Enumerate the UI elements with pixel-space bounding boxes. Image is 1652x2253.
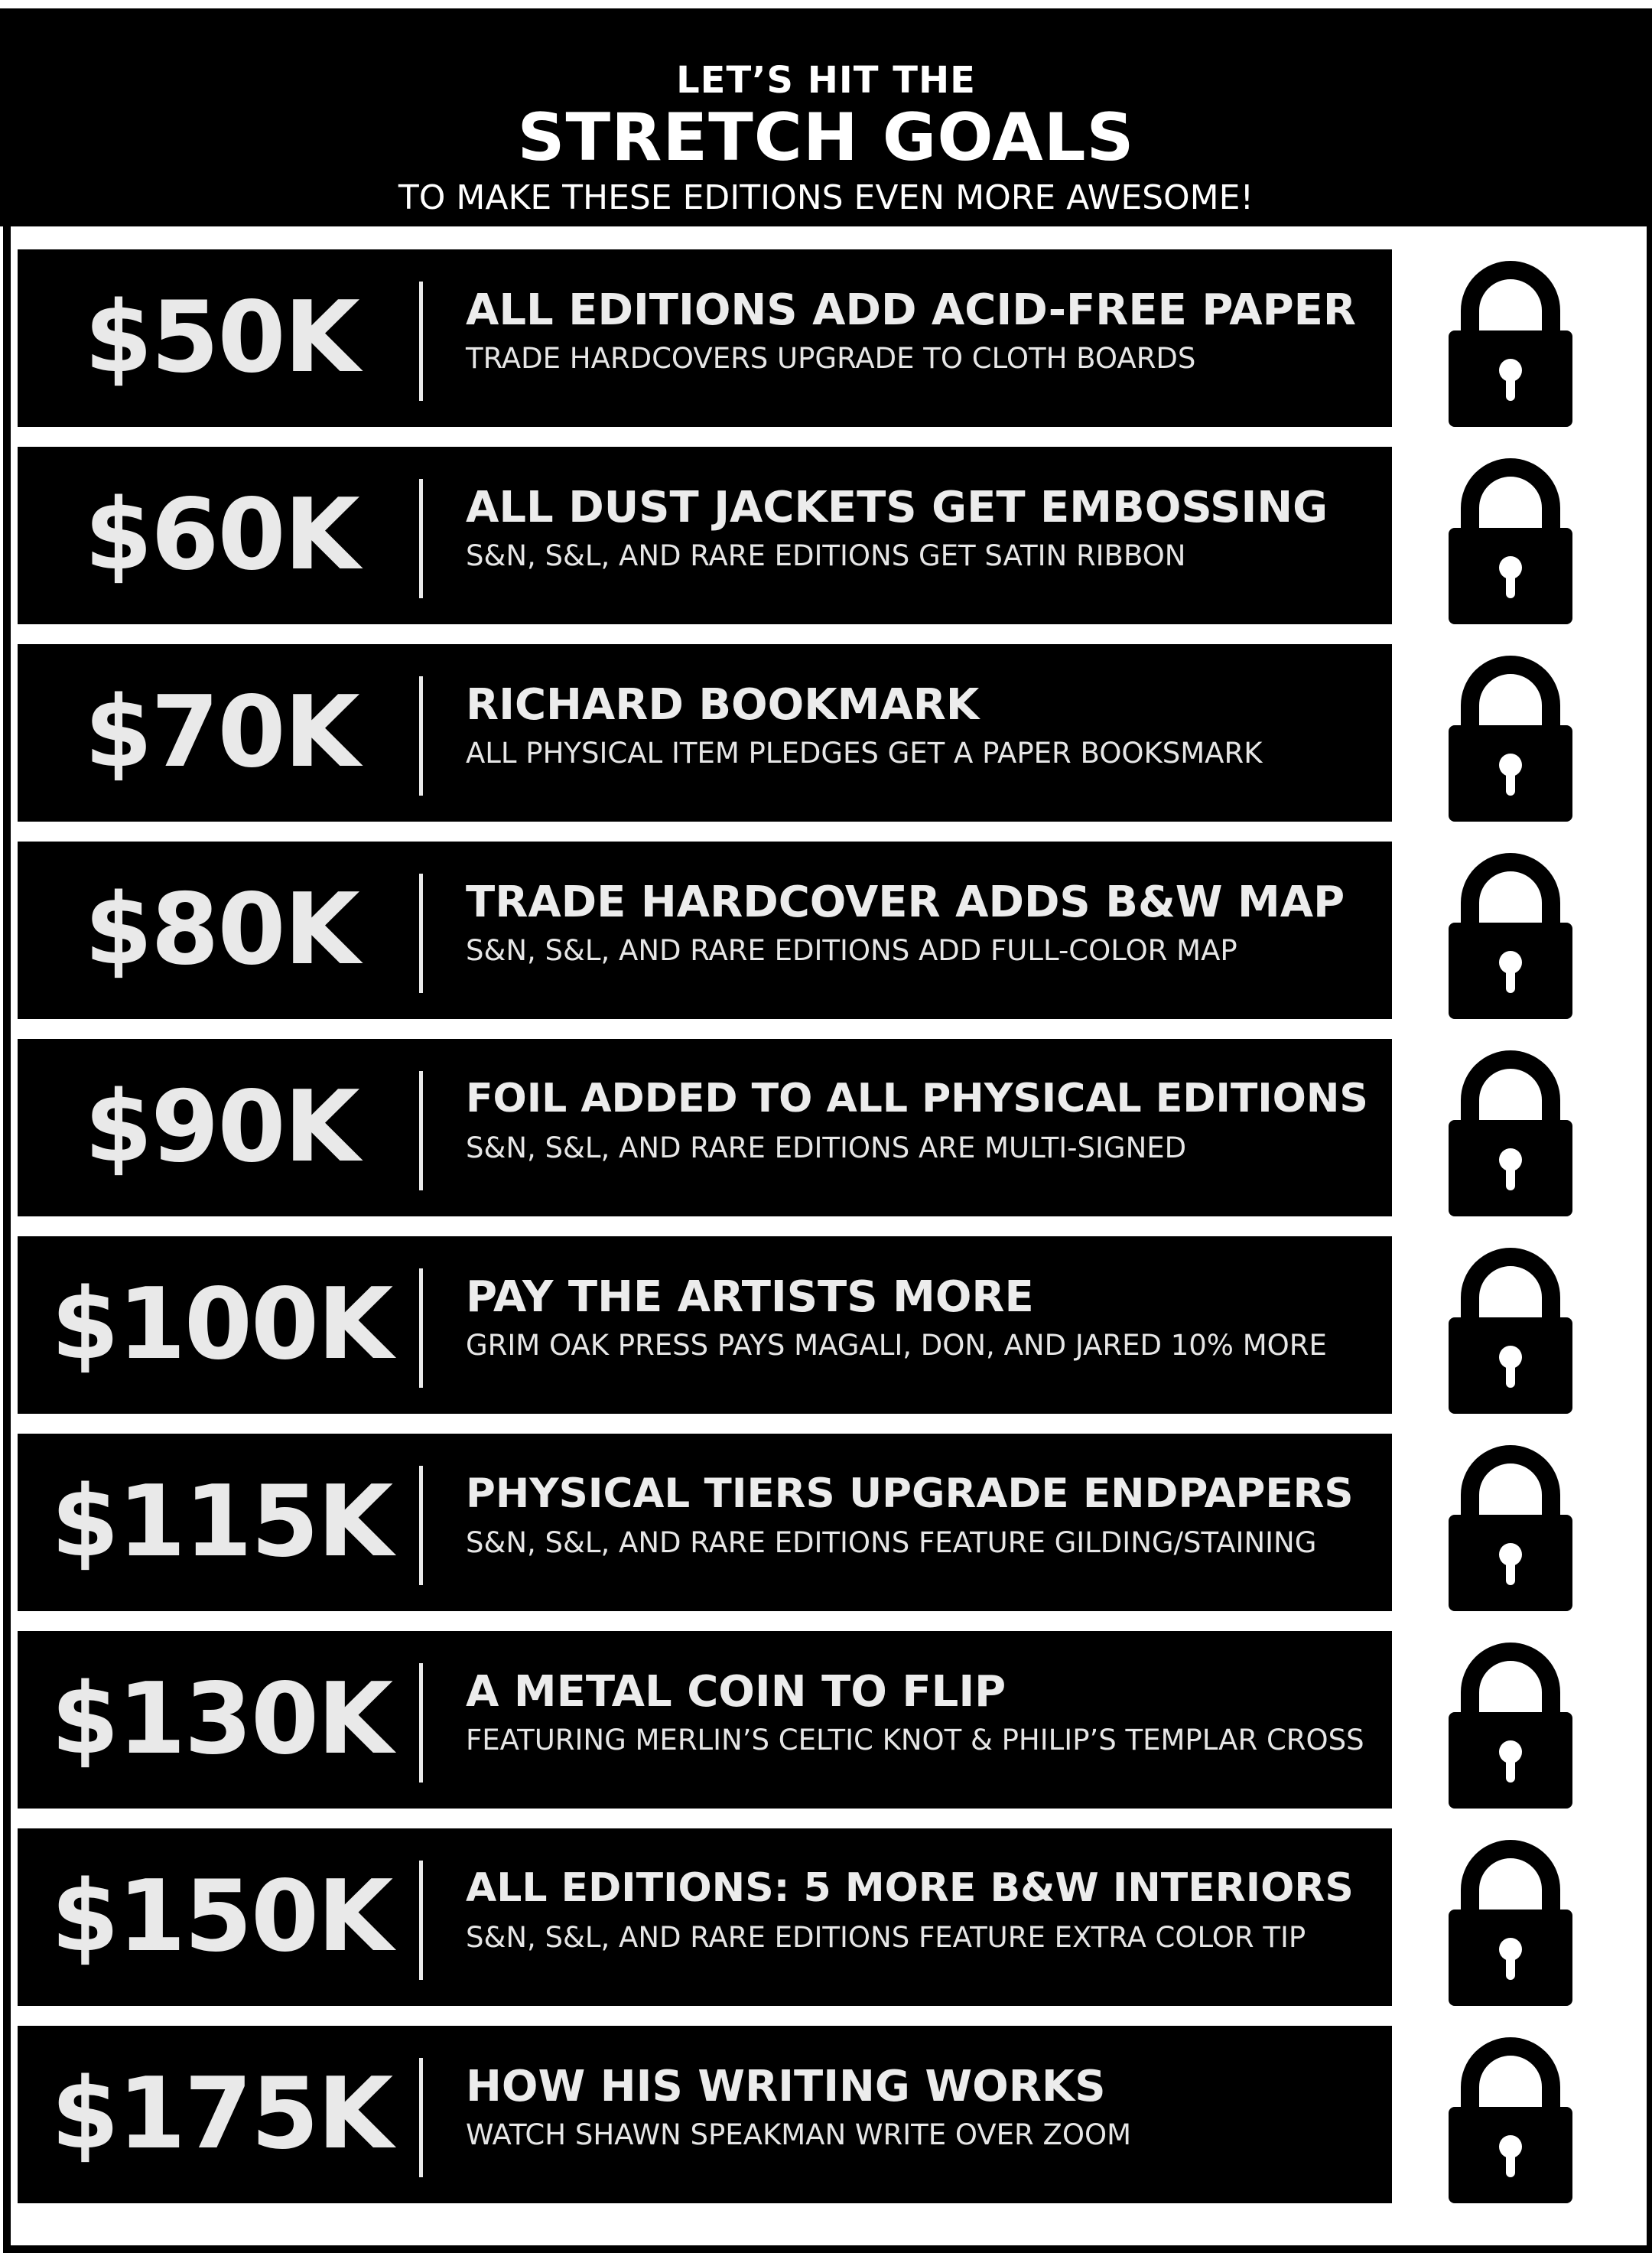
divider: [419, 1071, 423, 1190]
goal-detail: S&N, S&L, AND RARE EDITIONS FEATURE GILDING/STAINING: [466, 1526, 1317, 1559]
goal-headline: PAY THE ARTISTS MORE: [466, 1272, 1034, 1322]
padlock-icon: [1446, 1039, 1576, 1218]
goal-headline: ALL DUST JACKETS GET EMBOSSING: [466, 483, 1328, 532]
padlock-icon: [1446, 249, 1576, 428]
divider: [419, 676, 423, 796]
goal-row: [18, 644, 1392, 822]
goal-amount: $175K: [50, 2057, 392, 2171]
goal-row: [18, 447, 1392, 624]
goal-row: [18, 1039, 1392, 1216]
divider: [419, 1663, 423, 1783]
goal-row: [18, 1631, 1392, 1809]
goal-headline: ALL EDITIONS ADD ACID-FREE PAPER: [466, 285, 1356, 335]
header-pretitle: LET’S HIT THE: [676, 59, 976, 102]
goal-detail: S&N, S&L, AND RARE EDITIONS ADD FULL-COLOR MAP: [466, 934, 1237, 967]
goal-headline: FOIL ADDED TO ALL PHYSICAL EDITIONS: [466, 1076, 1368, 1122]
divider: [419, 874, 423, 993]
goal-amount: $100K: [50, 1268, 392, 1382]
goal-detail: ALL PHYSICAL ITEM PLEDGES GET A PAPER BOOKSMARK: [466, 737, 1263, 770]
padlock-icon: [1446, 2026, 1576, 2205]
goal-detail: WATCH SHAWN SPEAKMAN WRITE OVER ZOOM: [466, 2118, 1131, 2151]
divider: [419, 282, 423, 401]
goal-amount: $70K: [84, 676, 359, 790]
divider: [419, 479, 423, 598]
goal-row: [18, 2026, 1392, 2203]
goal-detail: S&N, S&L, AND RARE EDITIONS FEATURE EXTRA COLOR TIP: [466, 1921, 1306, 1954]
goal-detail: S&N, S&L, AND RARE EDITIONS GET SATIN RIBBON: [466, 539, 1186, 572]
divider: [419, 1268, 423, 1388]
goal-row: [18, 1434, 1392, 1611]
padlock-icon: [1446, 1828, 1576, 2007]
goal-amount: $50K: [84, 281, 359, 395]
divider: [419, 1861, 423, 1980]
goal-headline: TRADE HARDCOVER ADDS B&W MAP: [466, 877, 1345, 927]
goal-amount: $130K: [50, 1662, 392, 1776]
padlock-icon: [1446, 1631, 1576, 1810]
goal-amount: $115K: [50, 1465, 392, 1579]
header-title: STRETCH GOALS: [517, 99, 1135, 176]
goal-detail: S&N, S&L, AND RARE EDITIONS ARE MULTI-SIGNED: [466, 1131, 1187, 1164]
goal-row: [18, 1236, 1392, 1414]
goal-headline: RICHARD BOOKMARK: [466, 680, 980, 730]
padlock-icon: [1446, 842, 1576, 1021]
goal-detail: GRIM OAK PRESS PAYS MAGALI, DON, AND JARED 10% MORE: [466, 1329, 1327, 1362]
goal-amount: $60K: [84, 478, 359, 592]
goal-headline: ALL EDITIONS: 5 MORE B&W INTERIORS: [466, 1865, 1354, 1911]
padlock-icon: [1446, 644, 1576, 823]
goal-amount: $90K: [84, 1070, 359, 1184]
header-subtitle: TO MAKE THESE EDITIONS EVEN MORE AWESOME!: [398, 178, 1254, 217]
goal-amount: $80K: [84, 873, 359, 987]
goal-detail: TRADE HARDCOVERS UPGRADE TO CLOTH BOARDS: [466, 342, 1196, 375]
goal-detail: FEATURING MERLIN’S CELTIC KNOT & PHILIP’S TEMPLAR CROSS: [466, 1724, 1364, 1756]
goal-headline: PHYSICAL TIERS UPGRADE ENDPAPERS: [466, 1470, 1354, 1517]
divider: [419, 2058, 423, 2177]
goal-row: [18, 1828, 1392, 2006]
goal-headline: A METAL COIN TO FLIP: [466, 1667, 1006, 1717]
goal-amount: $150K: [50, 1860, 392, 1974]
divider: [419, 1466, 423, 1585]
padlock-icon: [1446, 447, 1576, 626]
padlock-icon: [1446, 1434, 1576, 1613]
goal-row: [18, 842, 1392, 1019]
goal-row: [18, 249, 1392, 427]
padlock-icon: [1446, 1236, 1576, 1415]
goal-headline: HOW HIS WRITING WORKS: [466, 2062, 1106, 2111]
